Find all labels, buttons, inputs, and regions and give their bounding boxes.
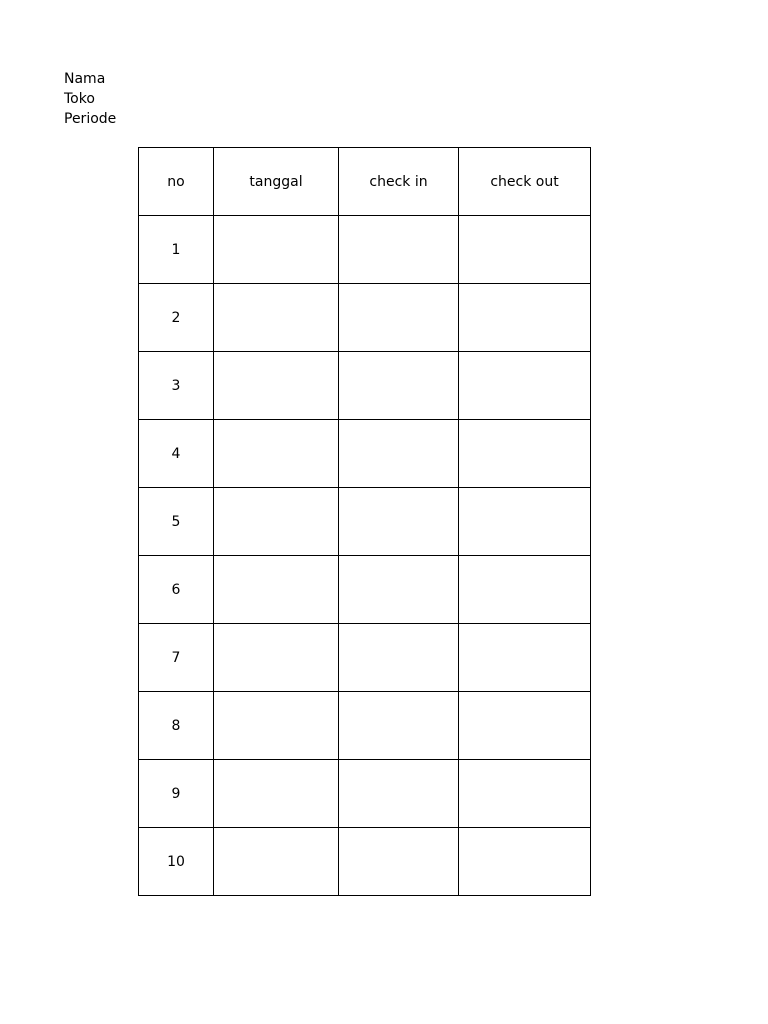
cell-tanggal[interactable] [214, 760, 339, 828]
table-row [139, 828, 591, 896]
table-row [139, 624, 591, 692]
cell-check-in[interactable] [339, 828, 459, 896]
cell-check-in[interactable] [339, 352, 459, 420]
cell-check-out[interactable] [459, 284, 591, 352]
column-header-tanggal: tanggal [214, 148, 339, 216]
cell-check-out[interactable] [459, 420, 591, 488]
cell-tanggal[interactable] [214, 216, 339, 284]
cell-tanggal[interactable] [214, 556, 339, 624]
cell-tanggal[interactable] [214, 488, 339, 556]
document-header [64, 69, 116, 129]
cell-check-in[interactable] [339, 556, 459, 624]
cell-no: 9 [139, 760, 214, 828]
cell-check-in[interactable] [339, 692, 459, 760]
cell-check-out[interactable] [459, 828, 591, 896]
cell-no: 7 [139, 624, 214, 692]
label-toko: Toko [64, 91, 95, 107]
table-row [139, 692, 591, 760]
table-header-row [139, 148, 591, 216]
cell-no: 2 [139, 284, 214, 352]
label-nama: Nama [64, 71, 106, 87]
cell-check-out[interactable] [459, 624, 591, 692]
cell-check-out[interactable] [459, 216, 591, 284]
cell-no: 1 [139, 216, 214, 284]
cell-check-out[interactable] [459, 352, 591, 420]
cell-no: 3 [139, 352, 214, 420]
cell-check-out[interactable] [459, 488, 591, 556]
cell-check-in[interactable] [339, 760, 459, 828]
table-row [139, 488, 591, 556]
column-header-no: no [139, 148, 214, 216]
cell-check-in[interactable] [339, 624, 459, 692]
cell-no: 6 [139, 556, 214, 624]
cell-tanggal[interactable] [214, 352, 339, 420]
column-header-check-out: check out [459, 148, 591, 216]
table-row [139, 556, 591, 624]
table-row [139, 284, 591, 352]
cell-check-in[interactable] [339, 284, 459, 352]
cell-check-in[interactable] [339, 420, 459, 488]
cell-check-in[interactable] [339, 488, 459, 556]
cell-tanggal[interactable] [214, 692, 339, 760]
attendance-table [138, 147, 591, 896]
cell-tanggal[interactable] [214, 624, 339, 692]
cell-tanggal[interactable] [214, 828, 339, 896]
cell-no: 10 [139, 828, 214, 896]
cell-tanggal[interactable] [214, 284, 339, 352]
cell-no: 8 [139, 692, 214, 760]
cell-check-out[interactable] [459, 556, 591, 624]
cell-check-out[interactable] [459, 760, 591, 828]
label-periode: Periode [64, 111, 117, 127]
column-header-check-in: check in [339, 148, 459, 216]
table-row [139, 760, 591, 828]
cell-check-in[interactable] [339, 216, 459, 284]
cell-tanggal[interactable] [214, 420, 339, 488]
cell-no: 4 [139, 420, 214, 488]
table-row [139, 352, 591, 420]
table-row [139, 420, 591, 488]
cell-no: 5 [139, 488, 214, 556]
cell-check-out[interactable] [459, 692, 591, 760]
table-row [139, 216, 591, 284]
